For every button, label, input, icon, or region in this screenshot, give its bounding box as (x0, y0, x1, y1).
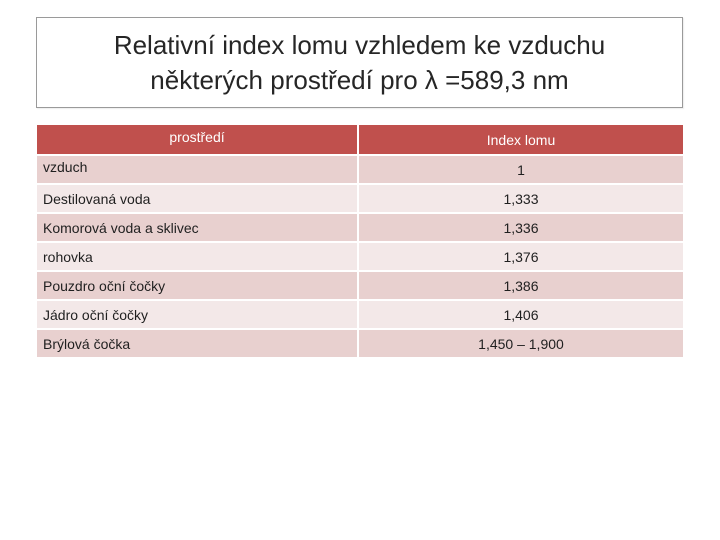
row-medium: Destilovaná voda (37, 185, 359, 214)
row-medium: Komorová voda a sklivec (37, 214, 359, 243)
row-index: 1,376 (359, 243, 683, 272)
table-row (37, 301, 683, 330)
refractive-index-table (37, 125, 683, 357)
row-index: 1,406 (359, 301, 683, 330)
row-index: 1 (359, 156, 683, 185)
table-row (37, 272, 683, 301)
row-index: 1,450 – 1,900 (359, 330, 683, 357)
title-line-1: Relativní index lomu vzhledem ke vzduchu (113, 29, 606, 60)
table-row (37, 185, 683, 214)
row-index: 1,386 (359, 272, 683, 301)
row-index: 1,333 (359, 185, 683, 214)
table-row (37, 156, 683, 185)
table-row (37, 214, 683, 243)
table-header-row (37, 125, 683, 156)
row-medium: Pouzdro oční čočky (37, 272, 359, 301)
row-medium: rohovka (37, 243, 359, 272)
row-medium: vzduch (37, 156, 359, 185)
row-medium: Jádro oční čočky (37, 301, 359, 330)
table-row (37, 243, 683, 272)
slide-title (36, 17, 683, 108)
row-index: 1,336 (359, 214, 683, 243)
header-refractive-index: Index lomu (359, 125, 683, 156)
header-medium: prostředí (37, 125, 359, 156)
title-line-2: některých prostředí pro λ =589,3 nm (150, 64, 569, 95)
row-medium: Brýlová čočka (37, 330, 359, 357)
table-row (37, 330, 683, 357)
